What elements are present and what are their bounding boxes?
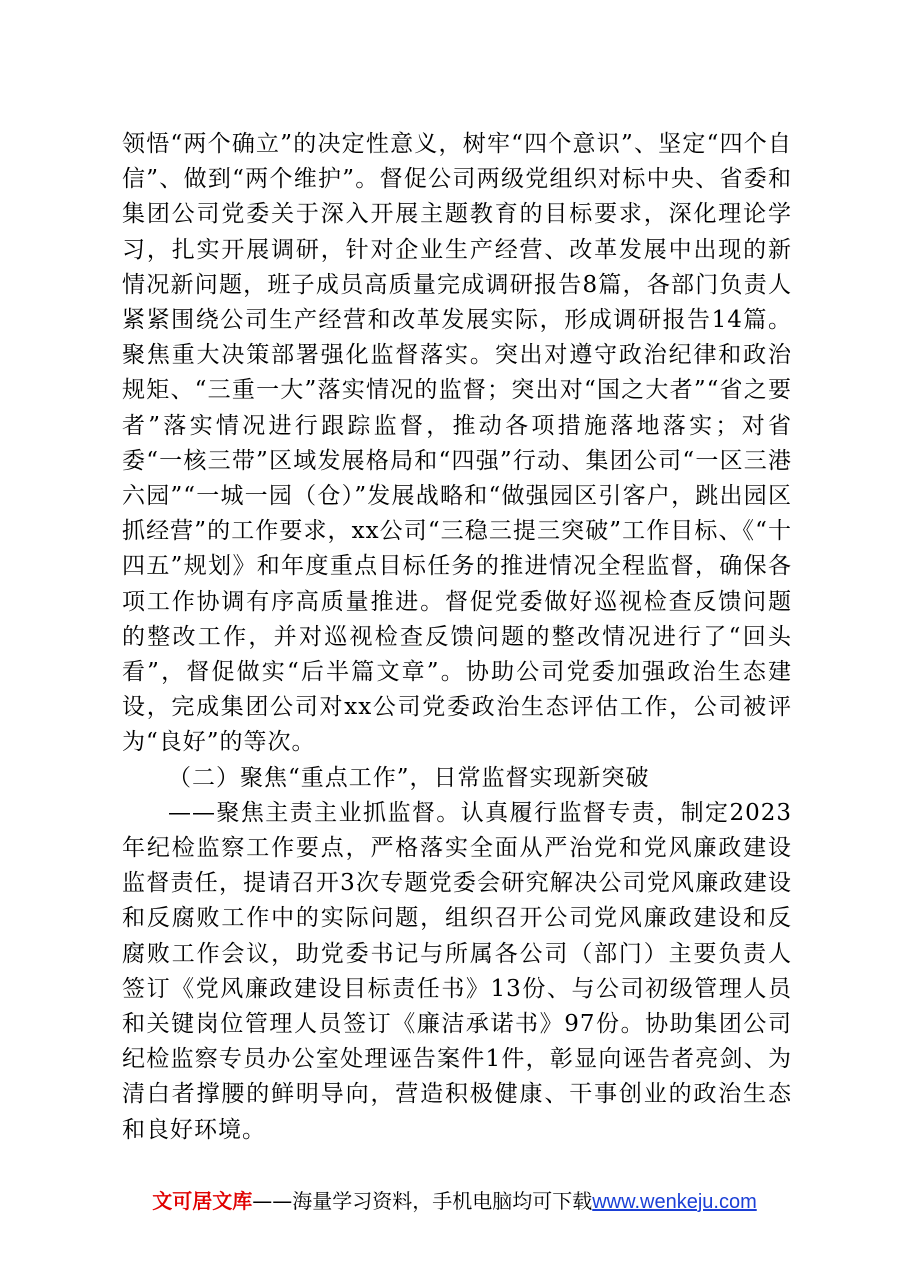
page-footer	[0, 1185, 909, 1214]
section-heading-2: （二）聚焦“重点工作”，日常监督实现新突破	[168, 764, 650, 791]
document-body	[122, 127, 792, 1148]
footer-website-link[interactable]: www.wenkeju.com	[592, 1191, 757, 1213]
footer-slogan: ——海量学习资料，手机电脑均可下载	[252, 1189, 593, 1213]
footer-brand: 文可居文库	[152, 1189, 253, 1213]
body-paragraph-2: ——聚焦主责主业抓监督。认真履行监督专责，制定2023年纪检监察工作要点，严格落实全面从严治党和党风廉政建设监督责任，提请召开3次专题党委会研究解决公司党风廉政建设和反腐败工作中的实际问题，组织召开公司党风廉政建设和反腐败工作会议，助党委书记与所属各公司（部门）主要负责人签订《党风廉政建设目标责任书》13份、与公司初级管理人员和关键岗位管理人员签订《廉洁承诺书》97份。协助集团公司纪检监察专员办公室处理诬告案件1件，彰显向诬告者亮剑、为清白者撑腰的鲜明导向，营造积极健康、干事创业的政治生态和良好环境。	[122, 799, 792, 1143]
body-paragraph-1: 领悟“两个确立”的决定性意义，树牢“四个意识”、坚定“四个自信”、做到“两个维护”。督促公司两级党组织对标中央、省委和集团公司党委关于深入开展主题教育的目标要求，深化理论学习，扎实开展调研，针对企业生产经营、改革发展中出现的新情况新问题，班子成员高质量完成调研报告8篇，各部门负责人紧紧围绕公司生产经营和改革发展实际，形成调研报告14篇。聚焦重大决策部署强化监督落实。突出对遵守政治纪律和政治规矩、“三重一大”落实情况的监督；突出对“国之大者”“省之要者”落实情况进行跟踪监督，推动各项措施落地落实；对省委“一核三带”区域发展格局和“四强”行动、集团公司“一区三港六园”“一城一园（仓）”发展战略和“做强园区引客户，跳出园区抓经营”的工作要求，xx公司“三稳三提三突破”工作目标、《“十四五”规划》和年度重点目标任务的推进情况全程监督，确保各项工作协调有序高质量推进。督促党委做好巡视检查反馈问题的整改工作，并对巡视检查反馈问题的整改情况进行了“回头看”，督促做实“后半篇文章”。协助公司党委加强政治生态建设，完成集团公司对xx公司党委政治生态评估工作，公司被评为“良好”的等次。	[122, 131, 792, 756]
